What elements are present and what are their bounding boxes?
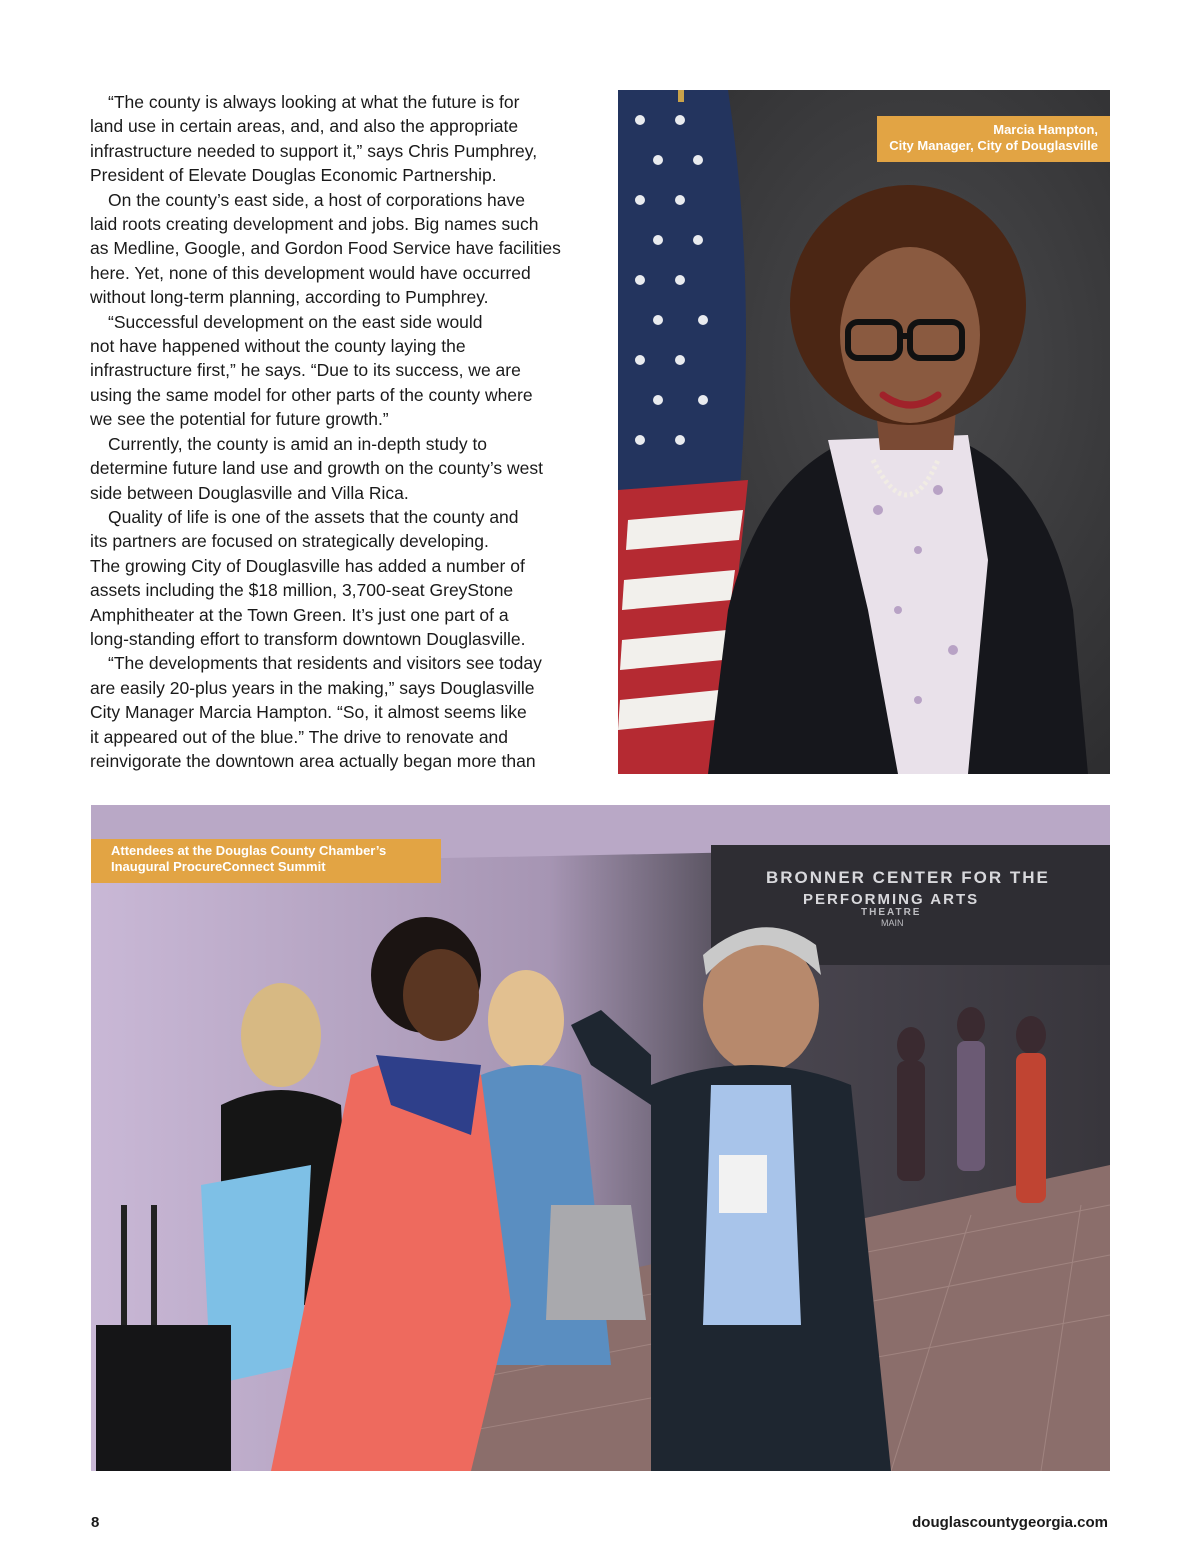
sign-text: BRONNER CENTER FOR THE: [766, 868, 1050, 887]
text-line: The growing City of Douglasville has added a number of: [90, 555, 525, 576]
article-paragraph: [90, 188, 590, 310]
text-line: City Manager Marcia Hampton. “So, it almost seems like: [90, 702, 527, 723]
text-line: using the same model for other parts of the county where: [90, 384, 533, 405]
portrait-photo: [618, 90, 1110, 774]
text-line: “Successful development on the east side would: [108, 311, 483, 332]
text-line: Currently, the county is amid an in-depth study to: [108, 433, 488, 454]
text-line: long-standing effort to transform downtown Douglasville.: [90, 628, 526, 649]
text-line: laid roots creating development and jobs. Big names such: [90, 214, 539, 235]
article-paragraph: [90, 651, 590, 773]
text-line: assets including the $18 million, 3,700-seat GreyStone: [90, 580, 514, 601]
text-line: its partners are focused on strategically developing.: [90, 531, 489, 552]
text-line: reinvigorate the downtown area actually began more than: [90, 750, 536, 771]
text-line: “The developments that residents and visitors see today: [108, 653, 542, 674]
text-line: as Medline, Google, and Gordon Food Service have facilities: [90, 238, 561, 259]
text-line: not have happened without the county laying the: [90, 336, 466, 357]
article-paragraph: [90, 310, 590, 432]
portrait-illustration: [618, 90, 1110, 774]
sign-text: THEATRE: [861, 907, 922, 918]
text-line: it appeared out of the blue.” The drive to renovate and: [90, 726, 509, 747]
text-line: Quality of life is one of the assets that the county and: [108, 506, 519, 527]
article-body: [90, 90, 590, 773]
sign-text: MAIN: [881, 918, 904, 928]
article-paragraph: [90, 505, 590, 651]
text-line: determine future land use and growth on the county’s west: [90, 458, 544, 479]
event-caption: [91, 839, 441, 883]
text-line: side between Douglasville and Villa Rica.: [90, 482, 409, 503]
website-link[interactable]: douglascountygeorgia.com: [912, 1514, 1108, 1531]
article-paragraph: [90, 90, 590, 188]
text-line: infrastructure first,” he says. “Due to its success, we are: [90, 360, 521, 381]
event-photo: [91, 805, 1110, 1471]
page-number: 8: [91, 1514, 100, 1531]
portrait-caption: [877, 116, 1110, 162]
text-line: infrastructure needed to support it,” says Chris Pumphrey,: [90, 140, 538, 161]
caption-line: Inaugural ProcureConnect Summit: [111, 859, 326, 874]
text-line: here. Yet, none of this development would have occurred: [90, 262, 531, 283]
article-paragraph: [90, 432, 590, 505]
text-line: “The county is always looking at what the future is for: [108, 92, 520, 112]
text-line: On the county’s east side, a host of corporations have: [108, 189, 526, 210]
text-line: Amphitheater at the Town Green. It’s just one part of a: [90, 604, 509, 625]
caption-line: Attendees at the Douglas County Chamber’s: [111, 843, 387, 858]
sign-text: PERFORMING ARTS: [803, 891, 980, 908]
text-line: without long-term planning, according to Pumphrey.: [90, 287, 489, 308]
caption-line: City Manager, City of Douglasville: [889, 138, 1098, 153]
event-illustration: [91, 805, 1110, 1471]
text-line: President of Elevate Douglas Economic Partnership.: [90, 165, 497, 186]
text-line: are easily 20-plus years in the making,” says Douglasville: [90, 677, 535, 698]
caption-line: Marcia Hampton,: [993, 122, 1098, 137]
text-line: we see the potential for future growth.”: [90, 409, 389, 430]
text-line: land use in certain areas, and, and also the appropriate: [90, 116, 519, 137]
